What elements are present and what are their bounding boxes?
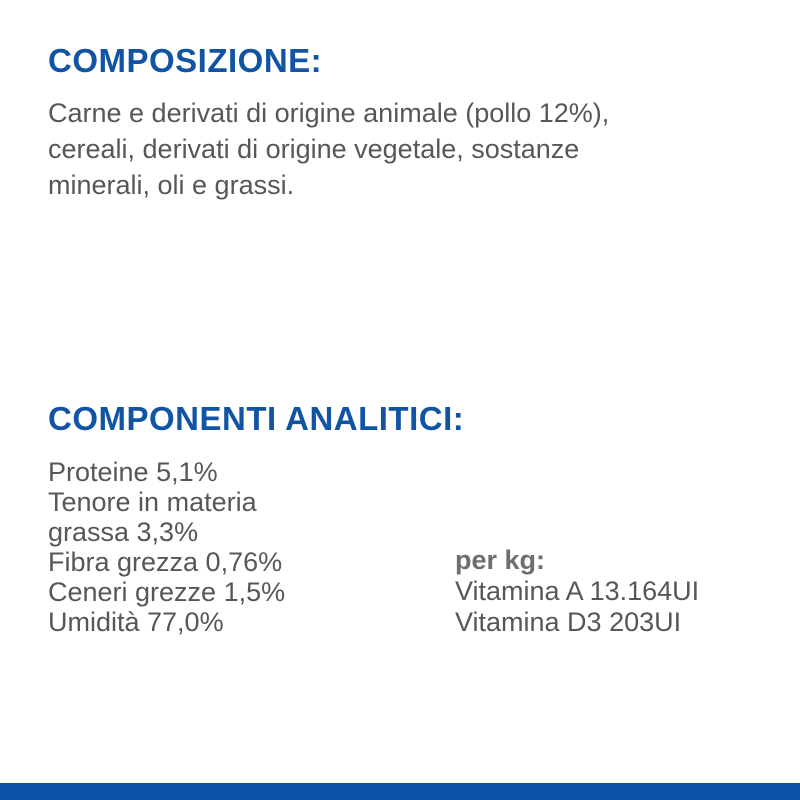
composition-text-line: Carne e derivati di origine animale (pollo 12%), [48, 98, 610, 128]
composition-text [48, 95, 609, 203]
analytics-item: Tenore in materia [48, 487, 257, 517]
vitamin-item: Vitamina A 13.164UI [455, 576, 700, 606]
analytics-item: Ceneri grezze 1,5% [48, 577, 286, 607]
analytics-item: Umidità 77,0% [48, 607, 224, 637]
composition-heading: COMPOSIZIONE: [48, 42, 323, 79]
analytics-item: Fibra grezza 0,76% [48, 547, 283, 577]
bottom-brand-bar [0, 783, 800, 800]
per-kg-column [455, 545, 699, 638]
analytics-item: grassa 3,3% [48, 517, 199, 547]
analytics-list [48, 457, 285, 637]
per-kg-label: per kg: [455, 545, 546, 575]
composition-text-line: cereali, derivati di origine vegetale, sostanze [48, 134, 580, 164]
analytics-item: Proteine 5,1% [48, 457, 218, 487]
analytics-heading: COMPONENTI ANALITICI: [48, 400, 465, 437]
composition-text-line: minerali, oli e grassi. [48, 170, 295, 200]
vitamin-item: Vitamina D3 203UI [455, 607, 682, 637]
